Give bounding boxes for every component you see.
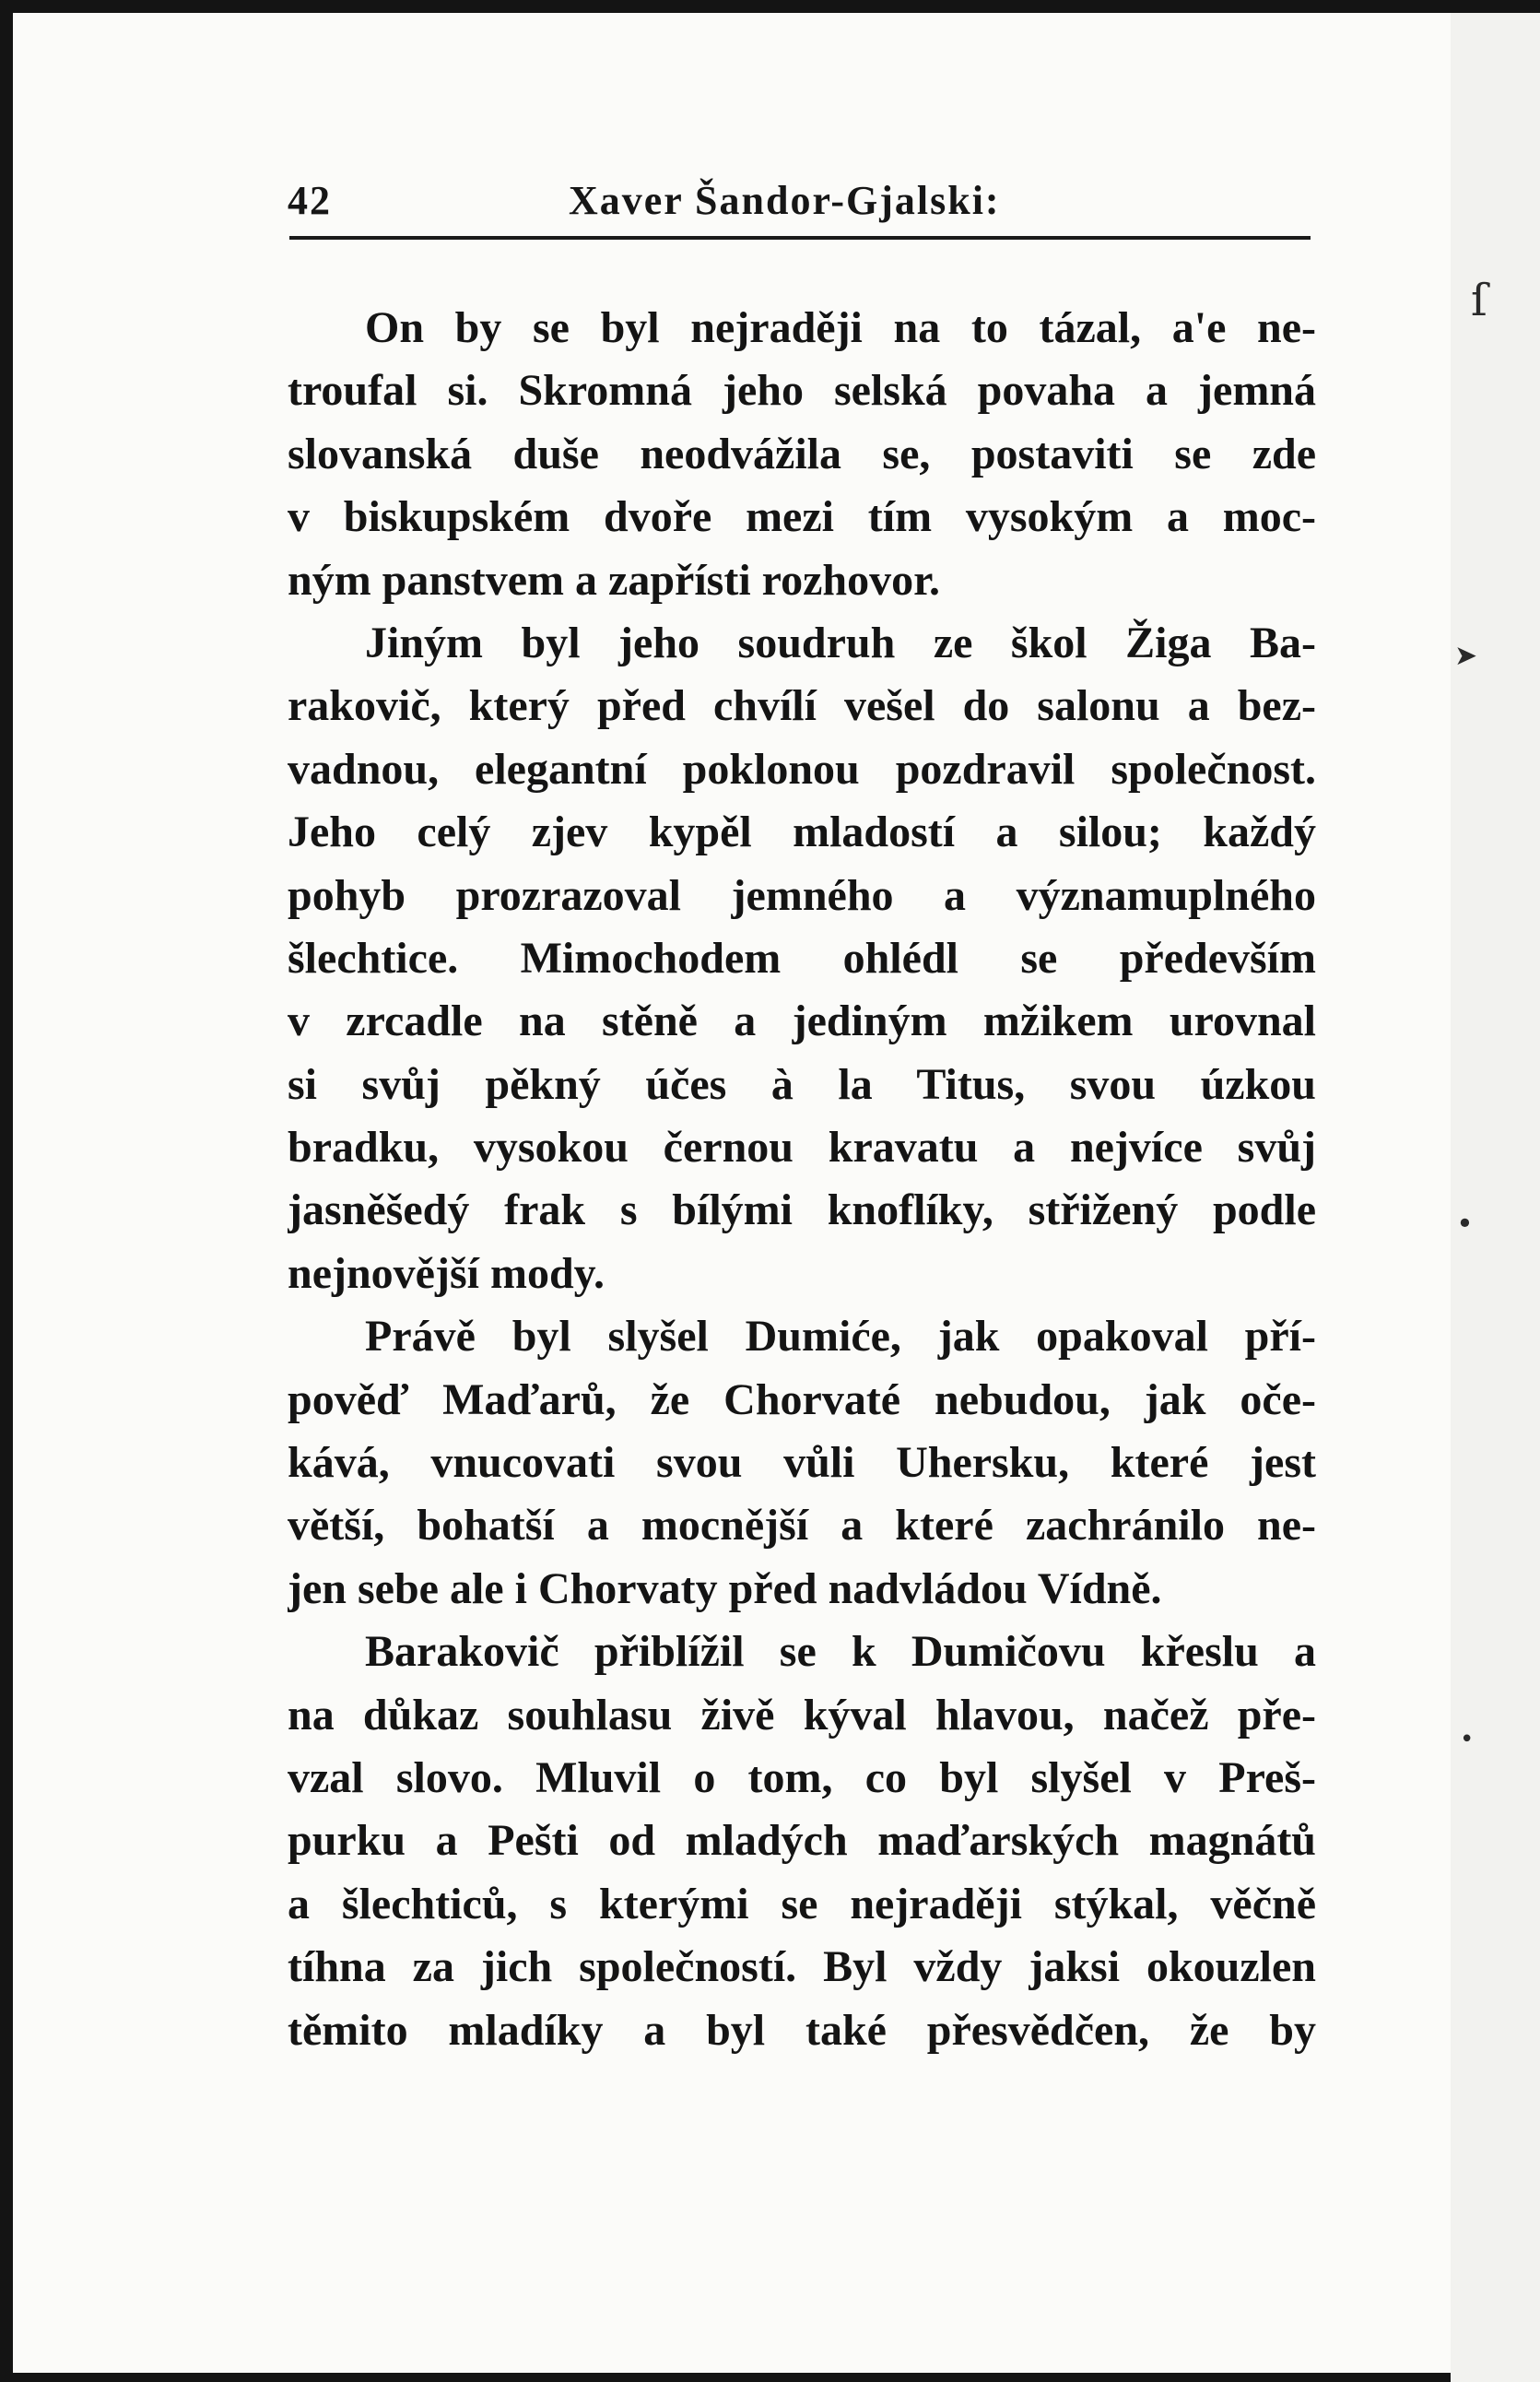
body-text <box>288 297 1316 2062</box>
text-line: slovanská duše neodvážila se, postaviti se zde <box>288 429 1316 478</box>
text-line: kává, vnucovati svou vůli Uhersku, které jest <box>288 1438 1316 1488</box>
margin-mark: • <box>1456 1206 1474 1241</box>
text-line: na důkaz souhlasu živě kýval hlavou, načež pře- <box>288 1690 1316 1739</box>
margin-mark: • <box>1460 1726 1475 1753</box>
text-line: Jiným byl jeho soudruh ze škol Žiga Ba- <box>365 618 1316 667</box>
text-line: v biskupském dvoře mezi tím vysokým a moc- <box>288 492 1316 542</box>
text-line: pohyb prozrazoval jemného a významuplného <box>288 870 1316 920</box>
text-line: vadnou, elegantní poklonou pozdravil společnost. <box>288 744 1316 794</box>
header-rule <box>289 236 1311 240</box>
margin-mark: ➤ <box>1454 640 1478 672</box>
text-line: purku a Pešti od mladých maďarských magnátů <box>288 1816 1316 1866</box>
scan-margin <box>1451 13 1540 2382</box>
text-line: jasněšedý frak s bílými knoflíky, střižený podle <box>288 1185 1316 1235</box>
text-line: Barakovič přiblížil se k Dumičovu křeslu a <box>365 1627 1316 1677</box>
text-line: bradku, vysokou černou kravatu a nejvíce svůj <box>288 1123 1316 1173</box>
text-line: v zrcadle na stěně a jediným mžikem urovnal <box>288 996 1316 1046</box>
text-line: a šlechticů, s kterými se nejraději stýkal, věčně <box>288 1879 1316 1928</box>
page-header <box>288 177 1314 230</box>
text-line: jen sebe ale i Chorvaty před nadvládou Vídně. <box>288 1563 1162 1613</box>
text-line: Právě byl slyšel Dumiće, jak opakoval pří- <box>365 1312 1316 1362</box>
text-line: vzal slovo. Mluvil o tom, co byl slyšel v Preš- <box>288 1752 1316 1802</box>
text-line: ným panstvem a zapřísti rozhovor. <box>288 555 940 605</box>
text-line: On by se byl nejraději na to tázal, a'e ne- <box>365 303 1316 352</box>
text-line: šlechtice. Mimochodem ohlédl se především <box>288 933 1316 983</box>
text-line: rakovič, který před chvílí vešel do salonu a bez- <box>288 681 1316 731</box>
text-line: tíhna za jich společností. Byl vždy jaksi okouzlen <box>288 1942 1316 1992</box>
text-line: si svůj pěkný účes à la Titus, svou úzkou <box>288 1059 1316 1109</box>
text-line: troufal si. Skromná jeho selská povaha a jemná <box>288 366 1316 416</box>
margin-mark: ſ <box>1471 275 1487 326</box>
page-number: 42 <box>288 178 332 223</box>
text-line: těmito mladíky a byl také přesvědčen, že by <box>288 2005 1316 2055</box>
text-line: pověď Maďarů, že Chorvaté nebudou, jak oče- <box>288 1374 1316 1424</box>
text-line: větší, bohatší a mocnější a které zachránilo ne- <box>288 1501 1316 1551</box>
text-line: Jeho celý zjev kypěl mladostí a silou; každý <box>288 808 1316 857</box>
text-line: nejnovější mody. <box>288 1248 605 1298</box>
running-head: Xaver Šandor-Gjalski: <box>569 178 1001 223</box>
